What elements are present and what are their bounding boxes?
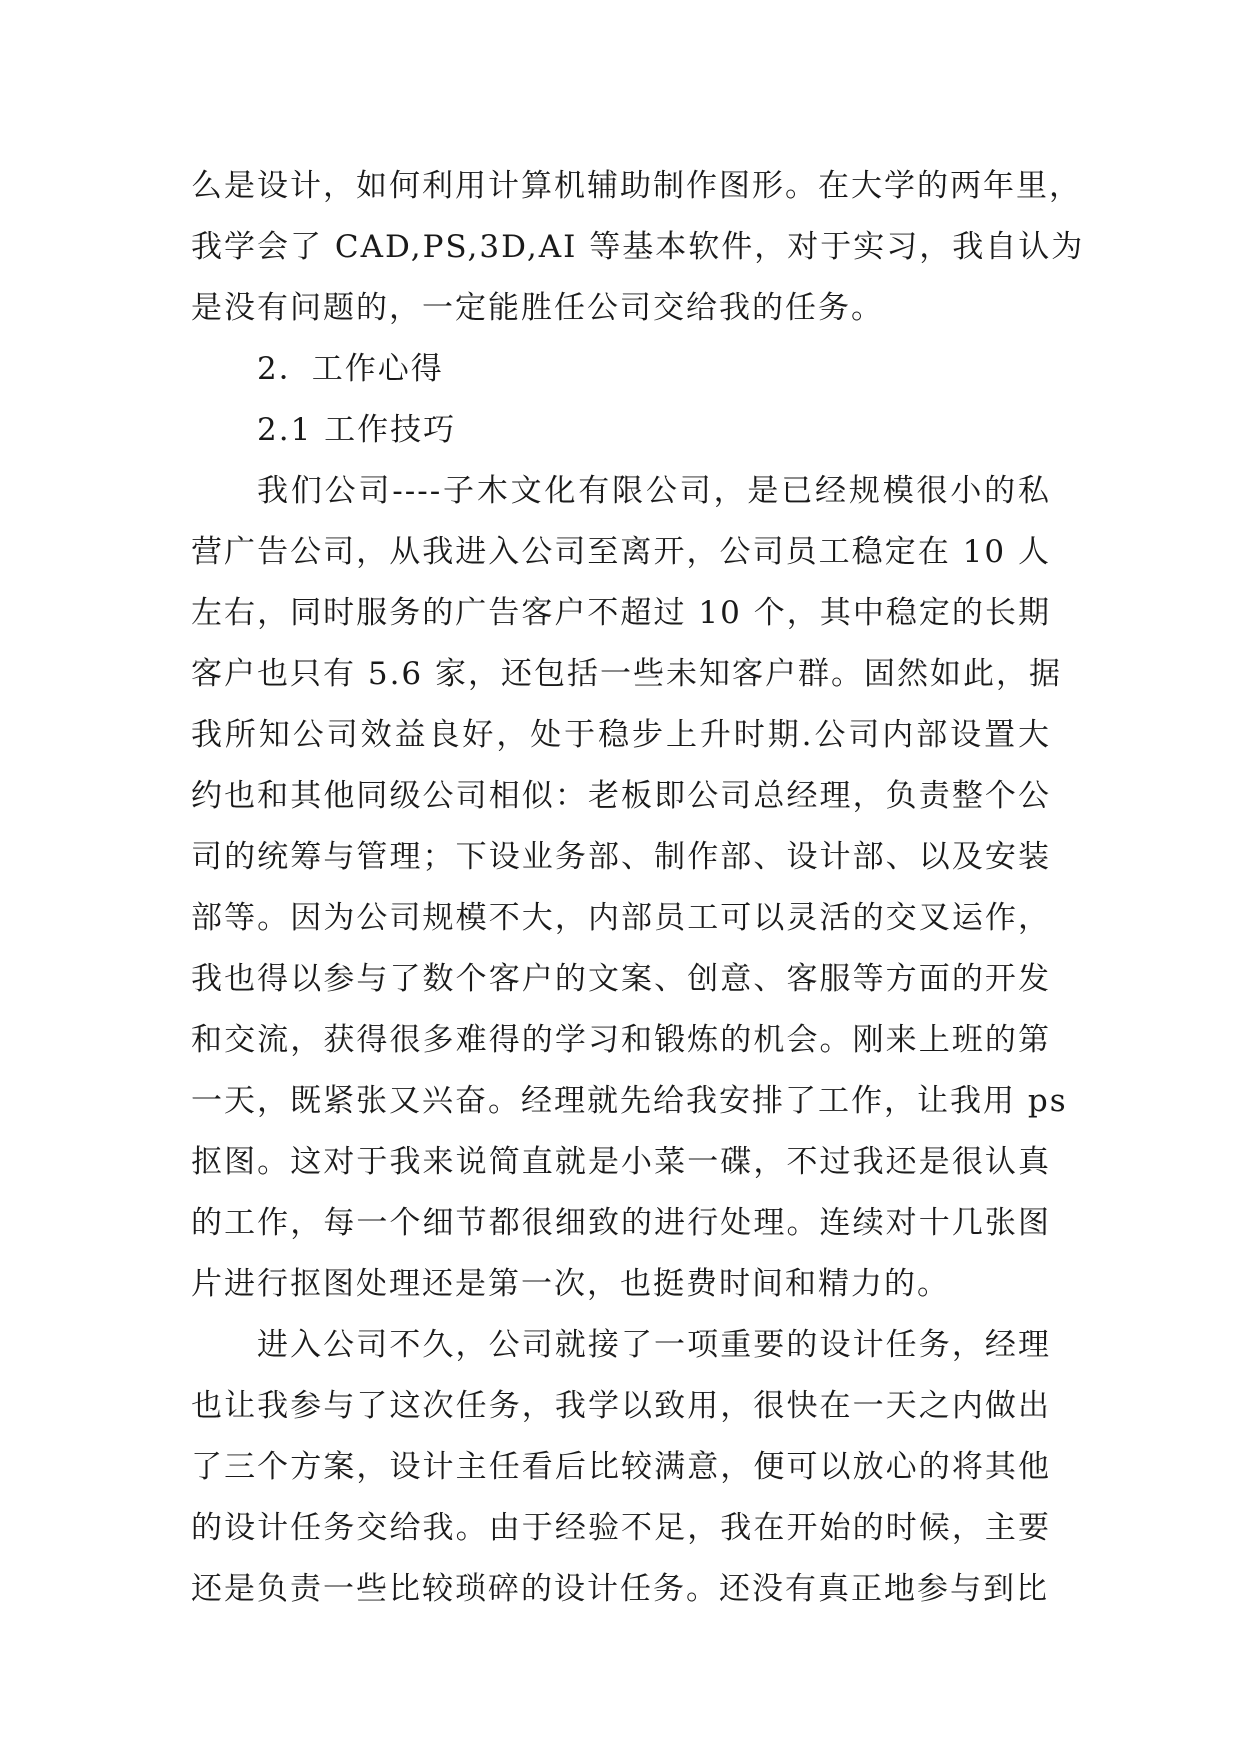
text-line: 我也得以参与了数个客户的文案、创意、客服等方面的开发	[191, 961, 1051, 997]
text-line: 和交流，获得很多难得的学习和锻炼的机会。刚来上班的第	[191, 1022, 1051, 1058]
text-line: 也让我参与了这次任务，我学以致用，很快在一天之内做出	[191, 1388, 1051, 1424]
text-line: 一天，既紧张又兴奋。经理就先给我安排了工作，让我用 ps	[191, 1083, 1068, 1119]
task-paragraph	[191, 1315, 1051, 1620]
company-paragraph	[191, 461, 1068, 1315]
text-line: 是没有问题的，一定能胜任公司交给我的任务。	[191, 290, 884, 326]
text-line: 了三个方案，设计主任看后比较满意，便可以放心的将其他	[191, 1449, 1051, 1485]
text-line: 左右，同时服务的广告客户不超过 10 个，其中稳定的长期	[191, 595, 1051, 631]
section-heading-2	[191, 339, 1051, 400]
text-line: 客户也只有 5.6 家，还包括一些未知客户群。固然如此，据	[191, 656, 1063, 692]
text-line: 2．工作心得	[257, 351, 444, 387]
text-line: 的工作，每一个细节都很细致的进行处理。连续对十几张图	[191, 1205, 1051, 1241]
text-line: 我学会了 CAD,PS,3D,AI 等基本软件，对于实习，我自认为	[191, 229, 1085, 265]
text-line: 还是负责一些比较琐碎的设计任务。还没有真正地参与到比	[191, 1571, 1049, 1607]
text-line: 部等。因为公司规模不大，内部员工可以灵活的交叉运作，	[191, 900, 1051, 936]
text-line: 我所知公司效益良好，处于稳步上升时期.公司内部设置大	[191, 717, 1051, 753]
text-line: 抠图。这对于我来说简直就是小菜一碟，不过我还是很认真	[191, 1144, 1051, 1180]
text-line: 我们公司----子木文化有限公司，是已经规模很小的私	[257, 473, 1051, 509]
text-line: 2.1 工作技巧	[257, 412, 457, 448]
section-heading-2-1	[191, 400, 1051, 461]
text-line: 进入公司不久，公司就接了一项重要的设计任务，经理	[257, 1327, 1051, 1363]
text-line: 司的统筹与管理；下设业务部、制作部、设计部、以及安装	[191, 839, 1051, 875]
document-body	[191, 156, 1085, 1620]
text-line: 约也和其他同级公司相似：老板即公司总经理，负责整个公	[191, 778, 1051, 814]
text-line: 片进行抠图处理还是第一次，也挺费时间和精力的。	[191, 1266, 950, 1302]
text-line: 营广告公司，从我进入公司至离开，公司员工稳定在 10 人	[191, 534, 1051, 570]
text-line: 么是设计，如何利用计算机辅助制作图形。在大学的两年里，	[191, 168, 1082, 204]
intro-paragraph	[191, 156, 1085, 339]
text-line: 的设计任务交给我。由于经验不足，我在开始的时候，主要	[191, 1510, 1051, 1546]
